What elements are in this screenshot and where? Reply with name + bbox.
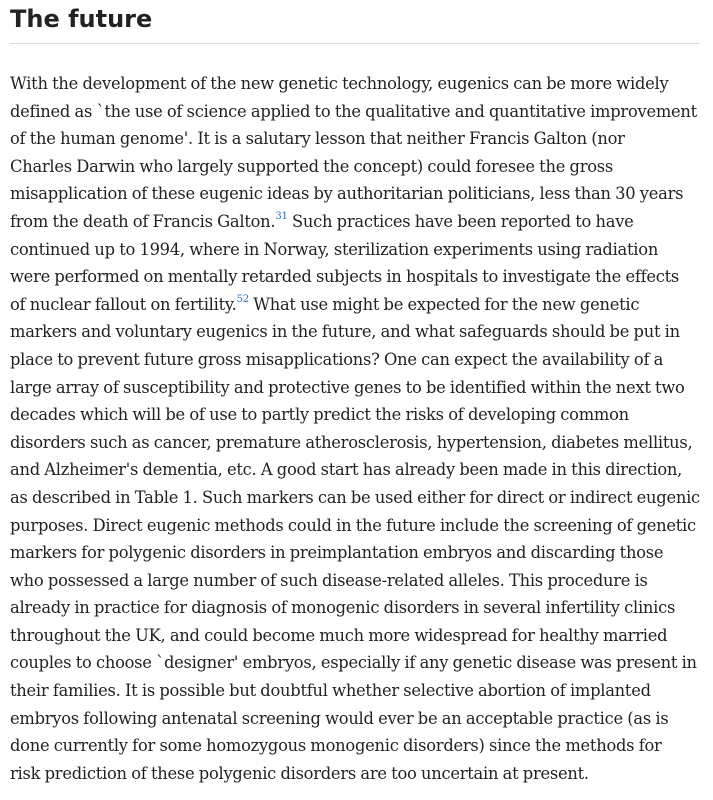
text-line: disorders such as cancer, premature atherosclerosis, hypertension, diabetes mellitus, xyxy=(10,432,693,452)
reference-link-52[interactable]: 52 xyxy=(236,293,249,305)
text-line: place to prevent future gross misapplications? One can expect the availability of a xyxy=(10,349,664,369)
text-line: decades which will be of use to partly predict the risks of developing common xyxy=(10,405,629,425)
text-line: couples to choose `designer' embryos, especially if any genetic disease was present in xyxy=(10,653,697,673)
text-line: of the human genome'. It is a salutary lesson that neither Francis Galton (nor xyxy=(10,129,625,149)
text-line: their families. It is possible but doubtful whether selective abortion of implanted xyxy=(10,681,651,701)
text-line: defined as `the use of science applied to the qualitative and quantitative improvement xyxy=(10,101,697,121)
text-line: throughout the UK, and could become much more widespread for healthy married xyxy=(10,625,668,645)
text-line: done currently for some homozygous monogenic disorders) since the methods for xyxy=(10,736,662,756)
text-line xyxy=(10,291,710,319)
title-divider xyxy=(10,43,700,44)
article-paragraph xyxy=(10,70,710,787)
text-line: purposes. Direct eugenic methods could in the future include the screening of genetic xyxy=(10,515,696,535)
text-line: as described in Table 1. Such markers can be used either for direct or indirect eugenic xyxy=(10,487,700,507)
text-line xyxy=(10,208,710,236)
text-line: markers for polygenic disorders in preimplantation embryos and discarding those xyxy=(10,543,664,563)
text-line: who possessed a large number of such disease-related alleles. This procedure is xyxy=(10,570,648,590)
text-segment: Such practices have been reported to have xyxy=(287,211,634,231)
text-segment: What use might be expected for the new genetic xyxy=(248,294,640,314)
text-line: With the development of the new genetic technology, eugenics can be more widely xyxy=(10,74,669,93)
text-line: were performed on mentally retarded subjects in hospitals to investigate the effects xyxy=(10,267,680,287)
section-title: The future xyxy=(10,5,153,33)
text-line: continued up to 1994, where in Norway, sterilization experiments using radiation xyxy=(10,239,659,259)
text-line: risk prediction of these polygenic disorders are too uncertain at present. xyxy=(10,763,589,783)
text-line: markers and voluntary eugenics in the future, and what safeguards should be put in xyxy=(10,322,680,342)
text-line: Charles Darwin who largely supported the concept) could foresee the gross xyxy=(10,156,613,176)
text-line: and Alzheimer's dementia, etc. A good start has already been made in this direction, xyxy=(10,460,683,480)
text-segment: of nuclear fallout on fertility. xyxy=(10,294,237,314)
text-line: already in practice for diagnosis of monogenic disorders in several infertility clinics xyxy=(10,598,676,618)
reference-link-31[interactable]: 31 xyxy=(275,210,288,222)
text-line: large array of susceptibility and protective genes to be identified within the next two xyxy=(10,377,685,397)
text-line: misapplication of these eugenic ideas by authoritarian politicians, less than 30 years xyxy=(10,184,684,204)
text-segment: from the death of Francis Galton. xyxy=(10,211,276,231)
text-line: embryos following antenatal screening would ever be an acceptable practice (as is xyxy=(10,708,669,728)
